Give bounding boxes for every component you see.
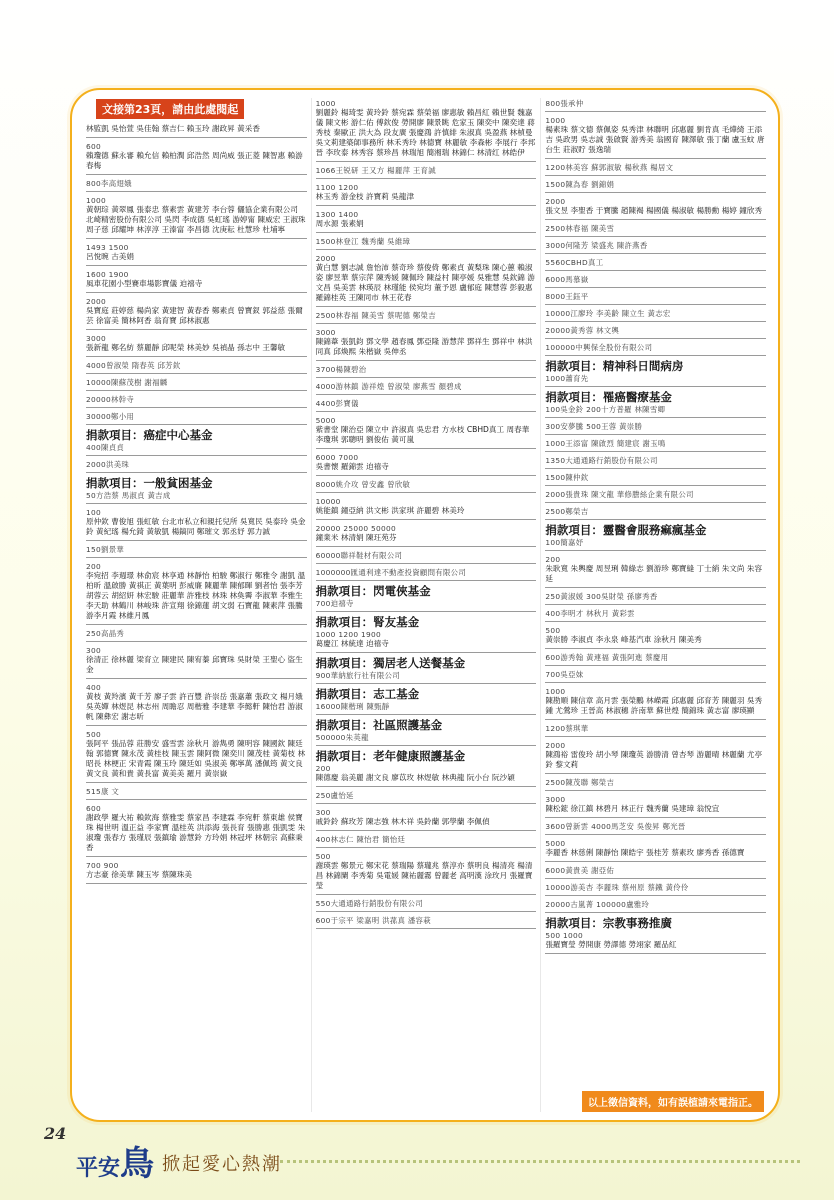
donation-amount: 500000朱英龍 xyxy=(315,733,369,742)
donation-group xyxy=(86,507,307,541)
donation-amount: 20000林幹寺 xyxy=(86,395,135,404)
donation-group xyxy=(545,196,766,220)
donation-amount: 1000 1200 1900 xyxy=(315,630,381,639)
donor-names: 李麗香 林慈俐 陳靜怡 陳皓宇 張桂芳 蔡素玫 廖秀香 孫德寶 xyxy=(545,848,745,857)
donor-names: 吳書懷 羅錦雲 迫禧寺 xyxy=(315,462,389,471)
project-heading: 捐款項目：罹癌醫療基金 xyxy=(545,390,672,404)
donation-amount: 600游秀翰 黃連福 黃張阿進 蔡慶用 xyxy=(545,653,669,662)
project-heading: 捐款項目：獨居老人送餐基金 xyxy=(315,656,466,670)
donation-amount: 100000中興保全股份有限公司 xyxy=(545,343,653,352)
donation-amount: 3000何隆芳 梁盛兆 陳許燕香 xyxy=(545,241,648,250)
donation-amount: 200 xyxy=(86,562,102,571)
project-heading: 捐款項目：精神科日間病房 xyxy=(545,359,684,373)
donation-group xyxy=(86,860,307,884)
donation-group xyxy=(545,489,766,503)
donation-amount: 16000陳楷琍 陳甄靜 xyxy=(315,702,390,711)
donation-group xyxy=(316,790,537,804)
donation-amount: 700 900 xyxy=(86,861,119,870)
donation-group xyxy=(86,296,307,330)
project-heading: 捐款項目：志工基金 xyxy=(315,687,420,701)
donation-amount: 2000洪美珠 xyxy=(86,460,130,469)
donation-columns xyxy=(82,98,770,1112)
donation-group xyxy=(316,165,537,179)
donation-group xyxy=(316,898,537,912)
donation-group xyxy=(545,723,766,737)
donation-group xyxy=(545,554,766,588)
donation-amount: 10000陳蘇茂樹 謝福麟 xyxy=(86,378,168,387)
donation-amount: 300 xyxy=(86,646,102,655)
donation-group xyxy=(316,327,537,361)
donation-amount: 8000王鈺平 xyxy=(545,292,589,301)
brand-text: 平安 xyxy=(76,1155,121,1181)
donor-names: 賴瓊德 蘇永審 賴允信 賴柏潤 邱浩然 周尚威 張正菱 陳智惠 賴游春梅 xyxy=(86,151,303,170)
donation-amount: 250盧怡延 xyxy=(315,791,354,800)
donation-amount: 500 1000 xyxy=(545,931,584,940)
donation-group xyxy=(316,763,537,787)
donation-list-frame xyxy=(70,88,780,1122)
project-heading: 捐款項目：閃電俠基金 xyxy=(315,584,431,598)
donation-group xyxy=(545,899,766,913)
donation-group xyxy=(86,377,307,391)
donation-group xyxy=(545,421,766,435)
donation-amount: 3000 xyxy=(315,328,336,337)
donation-amount: 600 xyxy=(86,804,102,813)
donation-amount: 1300 1400 xyxy=(315,210,359,219)
donation-group xyxy=(545,506,766,520)
donor-names: 張阿平 張品蓉 莊勝安 盛雪雲 涂秋月 游雋勇 陳明容 陳國欽 陳廷翰 郭德寶 陳永茂 黃桂枝 陳玉雲 陳阿微 陳奕川 陳茂桂 黃菊枝 林昭長 林梗正 宋青霞 陳玉玲 陳廷如 吳淑美 鄭寧萬 潘佩筠 黃文良 黃文良 黃和貴 黃長富 黃美美 羅月 黃崇嶽 xyxy=(86,739,306,778)
donation-group xyxy=(545,625,766,649)
donation-group xyxy=(545,274,766,288)
donation-group xyxy=(86,786,307,800)
donation-amount: 6000馬慕嶽 xyxy=(545,275,589,284)
donation-amount: 4000游林鎮 游祥煌 曾淑榮 廖燕雪 顏碧成 xyxy=(315,382,462,391)
donor-names: 張羅寶瑩 勞開康 勞譯德 勞翊家 羅品紅 xyxy=(545,940,677,949)
donation-group xyxy=(316,496,537,520)
donation-amount: 1000000匯通利達不動產投資顧問有限公司 xyxy=(315,568,467,577)
donor-names: 方志豪 徐美華 陳玉岑 蔡陳珠美 xyxy=(86,870,192,879)
project-heading: 捐款項目：靈醫會服務痲瘋基金 xyxy=(545,523,707,537)
donor-names: 原仲欽 曹俊旭 張虹敏 台北市私立和親托兒所 吳寬民 吳泰玲 吳金鈴 黃紀瑤 楊允錡 黃敏凱 楊鎬同 鄭璀文 郭丞妤 郭力誠 xyxy=(86,517,306,536)
donation-group xyxy=(545,179,766,193)
donation-group xyxy=(545,669,766,683)
donation-group xyxy=(545,865,766,879)
donation-group xyxy=(316,398,537,412)
donation-amount: 3600曾新雲 4000馬芝安 吳俊昇 鄭光晉 xyxy=(545,822,686,831)
donor-names: 周水源 張素娟 xyxy=(315,219,364,228)
donation-amount: 10000江廖玲 李美齡 陳立生 黃志宏 xyxy=(545,309,671,318)
donation-group xyxy=(86,561,307,625)
donation-group xyxy=(316,479,537,493)
donation-group xyxy=(316,732,537,746)
donation-group xyxy=(545,794,766,818)
donation-group xyxy=(545,257,766,271)
donation-group xyxy=(545,537,766,551)
donation-group xyxy=(86,141,307,175)
donation-group xyxy=(545,438,766,452)
donation-group xyxy=(316,182,537,206)
donation-amount: 200 xyxy=(315,764,331,773)
donation-group xyxy=(316,381,537,395)
donation-group xyxy=(545,115,766,159)
donation-amount: 5560CBHD真工 xyxy=(545,258,604,267)
donation-group xyxy=(86,442,307,456)
donation-group xyxy=(316,670,537,684)
donation-amount: 6000黃貴美 謝亞佑 xyxy=(545,866,615,875)
donation-amount: 2500鄭榮吉 xyxy=(545,507,589,516)
donation-amount: 10000 xyxy=(315,497,341,506)
bird-logo-icon: 鳥 xyxy=(120,1144,155,1184)
donation-group xyxy=(316,567,537,581)
donation-group xyxy=(545,930,766,954)
donation-group xyxy=(86,394,307,408)
donation-group xyxy=(316,834,537,848)
brand-logo xyxy=(76,1136,154,1185)
donation-amount: 1600 1900 xyxy=(86,270,129,279)
donation-amount: 515康 文 xyxy=(86,787,120,796)
donation-amount: 600于宗平 梁嘉明 洪蓀真 潘容萩 xyxy=(315,916,431,925)
donation-group xyxy=(86,729,307,783)
donation-group xyxy=(316,452,537,476)
donation-amount: 50方浩蔡 馬淑貞 黃吉成 xyxy=(86,491,171,500)
donation-group xyxy=(545,472,766,486)
donation-group xyxy=(86,628,307,642)
donation-amount: 150劉景華 xyxy=(86,545,125,554)
donation-group xyxy=(316,550,537,564)
donation-group xyxy=(545,608,766,622)
donation-amount: 2500陳茂聯 鄭榮吉 xyxy=(545,778,615,787)
donation-amount: 1000蕭育先 xyxy=(545,374,589,383)
donor-names: 黃朝琮 黃翠鳳 張泰忠 蔡素雲 黃建芳 李台蓉 儷協企業有限公司 北崎精密股份有限公司 吳閃 李成德 吳虹瑤 游婷甯 陳威宏 王淑珠 周子慈 邱耀坤 林淳淳 王溱富 李昌德 沈庚耘 杜慧珍 杜埔寧 xyxy=(86,205,306,234)
donation-amount: 2500林春福 陳美雪 xyxy=(545,224,615,233)
donation-amount: 250高晶秀 xyxy=(86,629,125,638)
donation-group xyxy=(86,803,307,857)
donation-amount: 1000王添富 陳啟烈 簡建宸 謝玉鳴 xyxy=(545,439,666,448)
donation-group xyxy=(545,291,766,305)
donation-amount: 6000 7000 xyxy=(315,453,359,462)
donation-amount: 4000曾淑榮 隋春英 邱芳欽 xyxy=(86,361,181,370)
donation-group xyxy=(545,740,766,774)
donor-names: 陳錦葦 張凱鈞 鄧文學 趙春鳳 鄧亞隆 游慧萍 鄧祥生 鄧祥中 林洪同真 邱煥熙 朱楷嶽 吳伸丞 xyxy=(315,337,533,356)
donation-amount: 400陳貞貞 xyxy=(86,443,125,452)
donation-group xyxy=(545,591,766,605)
donation-amount: 1493 1500 xyxy=(86,243,129,252)
donation-group xyxy=(316,629,537,653)
donation-amount: 10000游美杏 李麗珠 蔡州原 蔡鐵 黃伶伶 xyxy=(545,883,689,892)
donor-names: 黃枝 黃羚濱 黃千芳 廖子雲 許百豐 許崇岳 張嘉蕭 張政文 楊月娥 吳英嬋 林煜昆 林志州 周瞻忍 周楷雅 李建華 李懿軒 陳怡君 游淑帆 陳彝宏 謝志昕 xyxy=(86,692,303,721)
donation-amount: 400林志仁 陳怡君 簡怡廷 xyxy=(315,835,406,844)
donation-group xyxy=(545,455,766,469)
donor-names: 劉麗鈴 楊琦雯 黃玲鈴 蔡宛霖 蔡榮福 廖惠敏 賴昌紅 賴世賢 魏嘉儀 陳文彬 游仁佑 傅欽俊 勞開廖 陳景眺 危家玉 陳奕中 陳奕達 蔣秀枝 秦歐正 洪大為 段友廣 張慶鴻 許慎緋 朱淑真 吳盈燕 林楨曼 吳文莉建築師事務所 林禾秀玲 林德寶 林麗敏 李森彬 李展行 李邦晉 李玫泰 林秀容 蔡珍昌 林瑞旭 簡湘瑞 林錦仁 林清红 林皓伊 xyxy=(315,108,536,157)
donation-group xyxy=(545,223,766,237)
donation-amount: 1500陳仲欽 xyxy=(545,473,589,482)
donation-amount: 550大通通路行銷股份有限公司 xyxy=(315,899,423,908)
donation-group xyxy=(316,598,537,612)
donation-group xyxy=(86,242,307,266)
donation-amount: 1200林美容 蘇郭淑敏 楊秋燕 楊居文 xyxy=(545,163,674,172)
donation-amount: 100吳金鈴 200十方普羅 林陳雪卿 xyxy=(545,405,666,414)
donor-names: 謝瑛雲 鄭景元 鄭宋花 蔡瑞陽 蔡瓏兆 蔡淳亦 蔡明良 楊清亮 楊清昌 林錦闌 李秀菊 吳電媛 陳祐麗霧 曾麗老 高明漢 涂玫月 張羅寶瑩 xyxy=(315,861,533,890)
donation-amount: 500 xyxy=(545,626,561,635)
donation-group xyxy=(545,404,766,418)
donation-amount: 2000 xyxy=(86,297,107,306)
donation-amount: 1000 xyxy=(545,687,566,696)
continuation-header: 文接第23頁，請由此處閱起 xyxy=(96,99,244,119)
donation-group xyxy=(545,342,766,356)
donation-group xyxy=(545,777,766,791)
project-heading: 捐款項目：宗教事務推廣 xyxy=(545,916,672,930)
donor-names: 黃白慧 劉志誠 詹怡沛 蔡奇珍 蔡俊倚 鄭素貞 黃梨珠 陳心蕙 賴淑姿 廖昱華 蔡宗萍 陳秀媛 陳佩玲 陳益村 陳亭媛 吳雅慧 吳欽錦 游文昌 吳美雲 林瑛辰 林瑾能 侯宛均 董予恩 盧郁庭 陳慧蓉 彭毅惠 羅錦桂英 王陳同市 林王花春 xyxy=(315,263,535,302)
donation-amount: 1000 xyxy=(86,196,107,205)
donation-amount: 5000 xyxy=(545,839,566,848)
donation-group xyxy=(316,310,537,324)
donation-amount: 300 xyxy=(315,808,331,817)
column-3 xyxy=(540,98,770,1112)
donation-amount: 2000 xyxy=(545,197,566,206)
donation-amount: 20000黃秀蓉 林文輿 xyxy=(545,326,620,335)
donor-names: 謝政學 羅大祐 賴欽海 蔡雅雯 蔡家昌 李建霖 李宛軒 蔡東雄 侯寶珠 楊世明 溫正益 李家寶 溫桂英 洪添海 張長育 張勝惠 張凱雯 朱淑瓊 張春方 張瑾辰 張鎮瑜 游慧鈴 方玲娟 林冠坪 林朝宗 高蘇秉香 xyxy=(86,813,306,852)
donation-group xyxy=(545,308,766,322)
donation-amount: 100簡嘉妤 xyxy=(545,538,584,547)
donor-names: 呂悅晼 古美娟 xyxy=(86,252,134,261)
donation-amount: 2500林春福 陳美雪 蔡呢德 鄭榮吉 xyxy=(315,311,436,320)
donation-amount: 300安夢騰 500王蓉 黃崇勝 xyxy=(545,422,643,431)
donor-names: 林玉秀 游金枝 許寶莉 吳龍津 xyxy=(315,192,415,201)
project-heading: 捐款項目：社區照護基金 xyxy=(315,718,443,732)
donation-amount: 700迫禧寺 xyxy=(315,599,354,608)
donor-names: 姚能鎮 鐘亞納 洪文彬 洪家琪 許麗碧 林美玲 xyxy=(315,506,465,515)
donation-amount: 200 xyxy=(545,555,561,564)
donation-group xyxy=(316,415,537,449)
donor-names: 紫書堂 陳治亞 陳立中 許淑真 吳忠君 方水枝 CBHD真工 周春華 李瓊琪 郭聰明 劉俊佑 黃可嵐 xyxy=(315,425,530,444)
donation-amount: 500 xyxy=(86,730,102,739)
donation-group xyxy=(545,686,766,720)
donation-amount: 3700楊陳碧治 xyxy=(315,365,367,374)
donation-amount: 8000姚介攻 曾安鑫 曾欣敏 xyxy=(315,480,411,489)
donation-group xyxy=(86,645,307,679)
donation-group xyxy=(86,459,307,473)
donation-group xyxy=(316,807,537,831)
donation-group xyxy=(545,838,766,862)
donation-amount: 1350大通通路行銷股份有限公司 xyxy=(545,456,658,465)
donor-names: 陳鴻裕 雷俊玲 胡小琴 陳瓊英 游勝清 曾杏琴 游麗晴 林麗蘭 尤亭鈴 黎文莉 xyxy=(545,750,763,769)
project-heading: 捐款項目：腎友基金 xyxy=(315,615,420,629)
donation-group xyxy=(316,523,537,547)
donation-amount: 20000古嵐菁 100000盧雅玲 xyxy=(545,900,650,909)
project-heading: 捐款項目：一般貧困基金 xyxy=(86,476,213,490)
donation-amount: 2000張貴珠 陳文龍 華修謄絲企業有限公司 xyxy=(545,490,694,499)
page-number: 24 xyxy=(44,1124,67,1143)
donation-amount: 1500陳為春 劉錦娟 xyxy=(545,180,615,189)
donation-amount: 1500林登江 魏秀蘭 吳維璋 xyxy=(315,237,411,246)
donor-names: 朱耿寬 朱輿慶 周昱琍 韓綠志 劉游珍 鄭寶縫 丁士綃 朱文尚 朱容延 xyxy=(545,564,763,583)
donation-amount: 500 xyxy=(315,852,331,861)
donation-amount: 800張承仲 xyxy=(545,99,584,108)
donation-group xyxy=(545,162,766,176)
donation-amount: 3000 xyxy=(86,334,107,343)
donation-group xyxy=(545,652,766,666)
donation-amount: 5000 xyxy=(315,416,336,425)
donation-amount: 3000 xyxy=(545,795,566,804)
donation-amount: 600 xyxy=(86,142,102,151)
donation-group xyxy=(316,236,537,250)
donation-amount: 250黃淑媛 300吳財榮 孫廖秀香 xyxy=(545,592,658,601)
donor-names: 陳德慶 翁美麗 謝文良 廖苡玫 林煜敏 林典龍 阮小台 阮沙穎 xyxy=(315,773,515,782)
donation-group xyxy=(316,209,537,233)
donor-names: 林監凱 吳怡萱 吳佳翰 蔡吉仁 賴玉玲 謝政昇 黃采香 xyxy=(86,124,260,133)
donation-amount: 30000鄭小用 xyxy=(86,412,135,421)
donation-group xyxy=(545,373,766,387)
donation-group xyxy=(86,490,307,504)
donation-amount: 20000 25000 50000 xyxy=(315,524,397,533)
donor-names: 吳寶庭 莊婷慈 楊尚家 黃建智 黃春香 鄭素貞 曾寶釵 郭益慈 張爾芸 徐富美 簡林阿香 翁育寶 邱林淑惠 xyxy=(86,306,303,325)
donor-names: 陳勘順 陳信章 高月雲 張榮鵬 林嶸霞 邱惠麗 邱育芳 陳麗羽 吳秀鍾 尤鶯珍 王晉高 林淑穗 許南華 蘇世煌 簡錦珠 黃志富 廖瑛顯 xyxy=(545,696,763,715)
donation-group xyxy=(86,123,307,138)
donation-amount: 800李高翅娥 xyxy=(86,179,132,188)
project-heading: 捐款項目：癌症中心基金 xyxy=(86,428,213,442)
donation-group xyxy=(86,682,307,726)
donor-names: 楊素珠 蔡文德 蔡佩姿 吳秀津 林聯明 邱惠麗 劉肯真 毛燁綺 王添吉 吳政男 吳志誠 張啟賢 游秀美 翁國育 陳澤敏 張丁蘭 盧玉蚊 唐台生 莊淑貯 張逸瑞 xyxy=(545,125,765,154)
donor-names: 戚鈴鈴 蘇玫芳 陳志強 林木祥 吳鈴蘭 郭學蘭 李佩偵 xyxy=(315,817,490,826)
correction-note: 以上徵信資料，如有誤植請來電指正。 xyxy=(582,1091,764,1112)
donor-names: 鐘業米 林清娟 陳玨苑芬 xyxy=(315,533,397,542)
donor-names: 陳松鋐 徐江鎮 林碧月 林正行 魏秀蘭 吳建璋 翁悅宜 xyxy=(545,804,720,813)
donation-amount: 1200蔡琪華 xyxy=(545,724,589,733)
donation-group xyxy=(545,821,766,835)
column-1 xyxy=(82,98,311,1112)
donation-amount: 1000 xyxy=(545,116,566,125)
donation-amount: 4400彭寶儀 xyxy=(315,399,359,408)
donation-group xyxy=(86,195,307,239)
donor-names: 徐清正 徐林麗 梁育立 陳建民 陳宥蓁 邱寶珠 吳財榮 王聖心 盜生金 xyxy=(86,655,303,674)
donation-group xyxy=(86,411,307,425)
donor-names: 風車花園小型賽車場影寶儀 迫禧寺 xyxy=(86,279,203,288)
decorative-dots xyxy=(280,1160,800,1163)
slogan: 掀起愛心熱潮 xyxy=(162,1154,282,1175)
donor-names: 張新龍 鄭名紡 蔡麗靜 邱呢榮 林美妙 吳禎晶 孫志中 王馨敏 xyxy=(86,343,286,352)
donor-names: 黃崇勝 李淑貞 李永泉 峰基汽車 涂秋月 陳美秀 xyxy=(545,635,702,644)
donation-amount: 100 xyxy=(86,508,102,517)
donation-group xyxy=(316,851,537,895)
donation-group xyxy=(86,178,307,192)
donation-amount: 900華納旅行社有限公司 xyxy=(315,671,400,680)
project-heading: 捐款項目：老年健康照護基金 xyxy=(315,749,466,763)
donation-group xyxy=(545,882,766,896)
donation-group xyxy=(545,240,766,254)
donation-amount: 1100 1200 xyxy=(315,183,359,192)
donation-group xyxy=(545,98,766,112)
donation-group xyxy=(316,701,537,715)
donation-group xyxy=(86,269,307,293)
donation-amount: 2000 xyxy=(545,741,566,750)
donation-group xyxy=(316,364,537,378)
donation-amount: 2000 xyxy=(315,254,336,263)
donation-group xyxy=(86,544,307,558)
donor-names: 葛慶江 林統達 迫禧寺 xyxy=(315,639,389,648)
donation-amount: 1000 xyxy=(315,99,336,108)
donation-group xyxy=(86,333,307,357)
donation-amount: 1066王锐研 王又方 楊麗萍 王育誠 xyxy=(315,166,436,175)
donor-names: 李宛招 李週璟 林俞宸 林享通 林靜怡 柏駿 鄭淑行 鄭雅令 謝凱 溫柏昕 溫啟勝 黃祺正 黃葉明 彭威廉 陳麗華 陳郁暉 劉者怡 張李芳 胡蓉云 胡紹妍 林宏駿 莊麗華 許雅枝 林珠 林奐霽 李淑華 李雅生 李天助 林鶴川 林峻珠 許宣翔 徐錦蓮 胡文弱 石寶龍 陳素萍 張騰 游李月霞 林維月鳳 xyxy=(86,571,306,620)
donation-amount: 60000聯祥鞋材有限公司 xyxy=(315,551,403,560)
donation-amount: 400 xyxy=(86,683,102,692)
donation-amount: 400李明才 林秋月 黃彩雲 xyxy=(545,609,635,618)
column-2 xyxy=(311,98,541,1112)
donor-names: 張文昱 李聖香 于寶騰 趙陳褐 楊國儀 楊淑敏 楊勝勳 楊婷 鐘欣秀 xyxy=(545,206,763,215)
donation-group xyxy=(545,325,766,339)
donation-group xyxy=(316,915,537,929)
donation-amount: 700吳亞妹 xyxy=(545,670,584,679)
donation-group xyxy=(316,253,537,307)
donation-group xyxy=(86,360,307,374)
donation-group xyxy=(316,98,537,162)
